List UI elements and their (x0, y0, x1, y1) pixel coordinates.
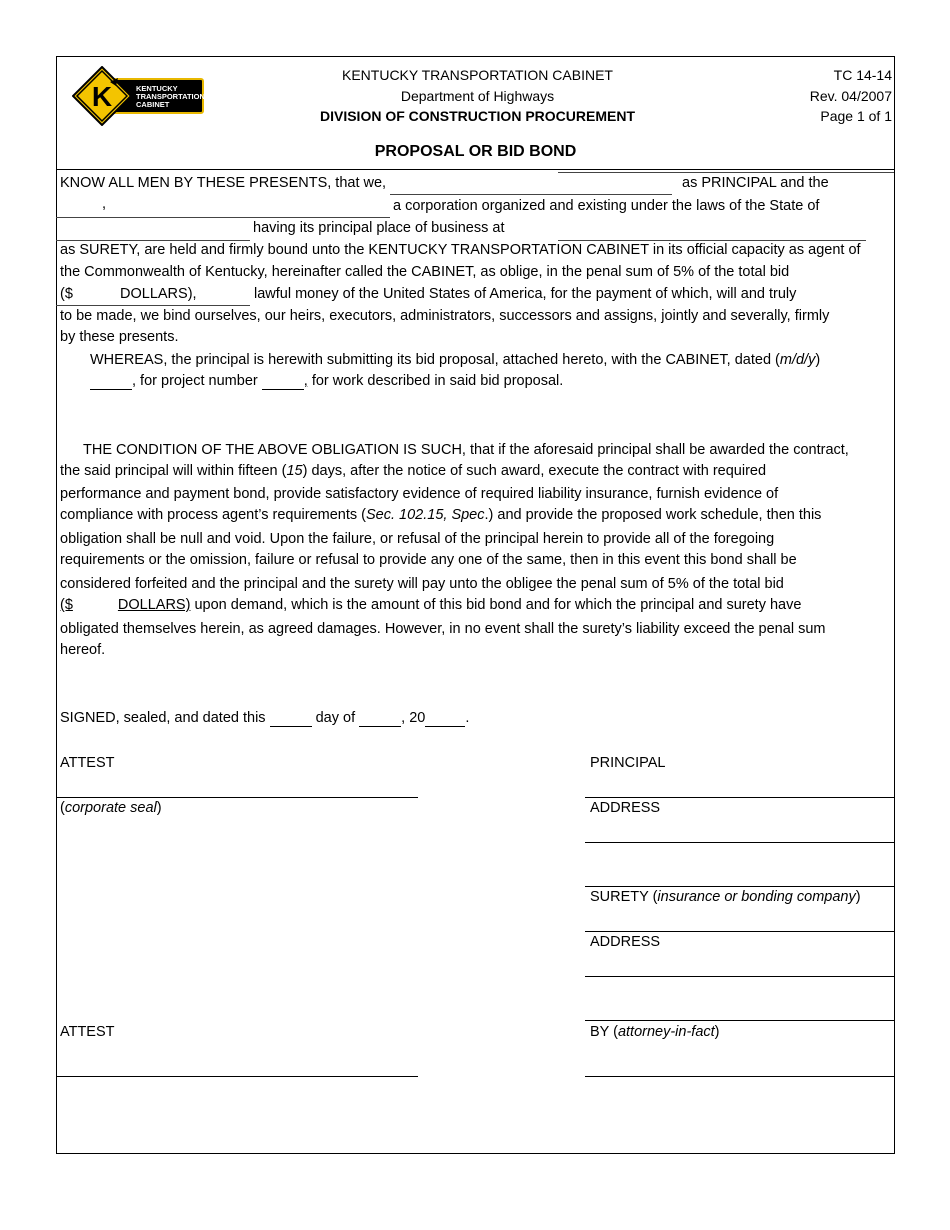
cond2-italic: 15 (286, 463, 303, 479)
surety-name-field-b[interactable] (112, 198, 387, 216)
text-dollar-sign: ($ (60, 286, 73, 302)
logo-line-3: CABINET (136, 100, 170, 109)
text-condition-3: performance and payment bond, provide satisfactory evidence of required liability insurance, furnish evidence of (60, 486, 779, 502)
surety-label (590, 889, 861, 905)
text-corporation-organized: a corporation organized and existing under the laws of the State of (393, 198, 820, 214)
signed-text-a: SIGNED, sealed, and dated this (60, 710, 266, 726)
text-condition-6: requirements or the omission, failure or refusal to provide any one of the same, then in this event this bond shall be (60, 552, 797, 568)
surety-text-a: SURETY ( (590, 889, 658, 905)
text-condition-9: obligated themselves herein, as agreed damages. However, in no event shall the surety’s liability exceed the penal sum (60, 621, 826, 637)
signed-text-d: . (465, 710, 470, 726)
place-of-business-field[interactable] (558, 221, 864, 239)
department-name: Department of Highways (400, 88, 555, 104)
text-condition-8 (60, 597, 801, 613)
whereas-text-italic: m/d/y (779, 352, 816, 368)
text-whereas-2 (90, 373, 563, 390)
attest-label-2: ATTEST (60, 1024, 115, 1040)
whereas2-text-c: for work described in said bid proposal. (307, 373, 564, 389)
by-text-b: ) (714, 1024, 720, 1040)
form-number: TC 14-14 (833, 67, 892, 83)
text-condition-1: THE CONDITION OF THE ABOVE OBLIGATION IS SUCH, that if the aforesaid principal shall be awarded the contract, (83, 442, 849, 458)
cond4-italic: Sec. 102.15, Spec (366, 507, 485, 523)
attest-label: ATTEST (60, 755, 115, 771)
text-as-principal: as PRINCIPAL and the (682, 175, 829, 191)
project-number-blank[interactable] (262, 373, 304, 390)
text-signed (60, 710, 469, 727)
cond8-text-b: DOLLARS) (117, 597, 191, 613)
principal-label: PRINCIPAL (590, 755, 666, 771)
text-comma: , (102, 196, 107, 212)
division-name: DIVISION OF CONSTRUCTION PROCUREMENT (319, 108, 635, 124)
surety-address-label: ADDRESS (590, 934, 661, 950)
text-by-these-presents: by these presents. (60, 329, 179, 345)
principal-signature-line[interactable] (585, 797, 895, 798)
corporate-seal-italic: corporate seal (64, 800, 157, 816)
corporate-seal-label: (corporate seal) (60, 800, 162, 816)
ktc-logo (72, 66, 206, 126)
header-divider (56, 169, 895, 170)
cond2-text-b: ) days, after the notice of such award, execute the contract with required (302, 463, 767, 479)
whereas-text-a: WHEREAS, the principal is herewith submitting its bid proposal, attached hereto, with the CABINET, dated ( (90, 352, 780, 368)
surety-name-field-a[interactable] (60, 198, 100, 216)
surety-name-line (56, 217, 390, 218)
text-principal-place: having its principal place of business at (253, 220, 505, 236)
top-rule (558, 172, 894, 173)
surety-italic: insurance or bonding company (657, 889, 856, 905)
cond4-text-a: compliance with process agent’s requirements ( (60, 507, 366, 523)
whereas-text-b: ) (815, 352, 821, 368)
logo-line-1: KENTUCKY (136, 84, 178, 93)
principal-name-line (390, 194, 672, 195)
text-surety-bound: as SURETY, are held and firmly bound unto the KENTUCKY TRANSPORTATION CABINET in its official capacity as agent of (60, 242, 861, 258)
cond8-text-a: ($ (60, 597, 73, 613)
principal-address-line-2[interactable] (585, 886, 895, 887)
text-bind-ourselves: to be made, we bind ourselves, our heirs, executors, administrators, successors and assigns, jointly and severally, firmly (60, 308, 830, 324)
text-condition-5: obligation shall be null and void. Upon the failure, or refusal of the principal herein to provide all of the foregoing (60, 531, 775, 547)
logo-line-2: TRANSPORTATION (136, 92, 205, 101)
text-condition-10: hereof. (60, 642, 106, 658)
attest-signature-line-2[interactable] (56, 1076, 418, 1077)
attest-signature-line[interactable] (56, 797, 418, 798)
text-condition-4 (60, 507, 821, 523)
by-text-a: BY ( (590, 1024, 618, 1040)
text-know-all-men: KNOW ALL MEN BY THESE PRESENTS, that we, (60, 175, 387, 191)
by-italic: attorney-in-fact (617, 1024, 715, 1040)
revision-date: Rev. 04/2007 (809, 88, 892, 104)
text-whereas (90, 352, 820, 368)
svg-text:K: K (91, 81, 113, 112)
state-line (56, 240, 250, 241)
signed-year-blank[interactable] (425, 710, 465, 727)
state-field[interactable] (60, 221, 248, 239)
agency-name: KENTUCKY TRANSPORTATION CABINET (342, 67, 613, 83)
signed-text-c: , 20 (401, 710, 426, 726)
surety-address-line-1[interactable] (585, 976, 895, 977)
signed-text-b: day of (315, 710, 356, 726)
surety-signature-line[interactable] (585, 931, 895, 932)
amount-field[interactable] (195, 288, 249, 306)
text-commonwealth: the Commonwealth of Kentucky, hereinafter called the CABINET, as oblige, in the penal sum of 5% of the total bid (60, 264, 790, 280)
attorney-signature-line[interactable] (585, 1076, 895, 1077)
text-dollars: DOLLARS), (120, 286, 197, 302)
principal-address-label: ADDRESS (590, 800, 661, 816)
whereas2-comma: , (303, 373, 308, 389)
whereas2-text-a: , for project number (132, 373, 258, 389)
page-indicator: Page 1 of 1 (820, 108, 892, 124)
place-of-business-line (558, 240, 866, 241)
form-title: PROPOSAL OR BID BOND (374, 143, 577, 160)
signed-month-blank[interactable] (359, 710, 401, 727)
text-condition-7: considered forfeited and the principal and the surety will pay unto the obligee the penal sum of 5% of the total bid (60, 576, 784, 592)
text-condition-2 (60, 463, 766, 479)
cond4-text-b: .) and provide the proposed work schedule, then this (484, 507, 822, 523)
cond8-text-c: upon demand, which is the amount of this bid bond and for which the principal and surety have (190, 597, 802, 613)
cond2-text-a: the said principal will within fifteen ( (60, 463, 287, 479)
surety-text-b: ) (855, 889, 861, 905)
principal-address-line-1[interactable] (585, 842, 895, 843)
text-lawful-money: lawful money of the United States of America, for the payment of which, will and truly (254, 286, 797, 302)
principal-name-field[interactable] (390, 175, 670, 193)
by-attorney-label (590, 1024, 720, 1040)
amount-line (56, 305, 250, 306)
cond8-dollar (60, 597, 190, 613)
surety-address-line-2[interactable] (585, 1020, 895, 1021)
bid-date-blank[interactable] (90, 373, 132, 390)
signed-day-blank[interactable] (270, 710, 312, 727)
